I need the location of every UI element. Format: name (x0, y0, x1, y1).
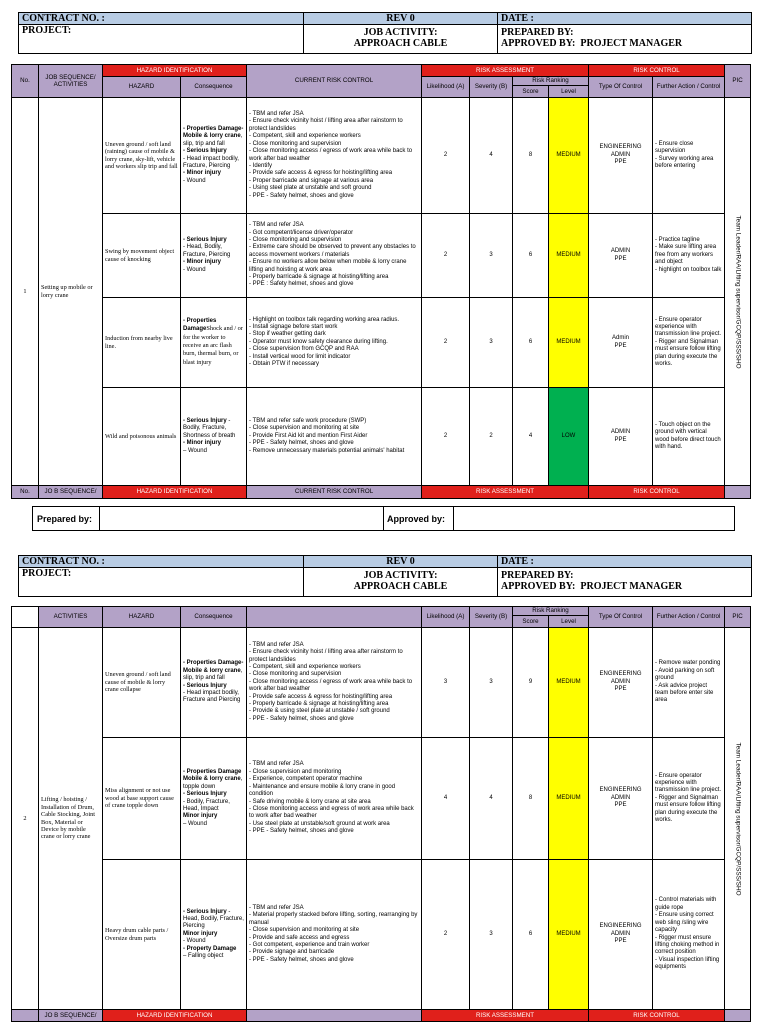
risk-ranking-label: Risk Ranking (513, 77, 588, 86)
type-of-control-cell (589, 738, 653, 860)
consequence-part: - Serious Injury (183, 908, 227, 915)
col-hazard-identification: HAZARD IDENTIFICATION (103, 65, 247, 77)
control-type: PPE (614, 255, 627, 262)
consequence-part: - Serious Injury (183, 148, 227, 155)
date-label: DATE : (498, 13, 752, 25)
control-line: - Safe driving mobile & lorry crane at site area (249, 798, 371, 805)
risk-row (12, 738, 751, 860)
consequence-part: - Serious Injury (183, 417, 227, 424)
consequence-part: - Property Damage (183, 945, 237, 952)
control-line: - Close supervision and monitoring at site (249, 927, 360, 934)
prepared-approved-cell (498, 25, 752, 54)
prepared-approved-cell (498, 568, 752, 597)
control-line: - PPE - Safety helmet, shoes and glove (249, 192, 354, 199)
level-badge: MEDIUM (549, 98, 589, 214)
current-control-cell (247, 860, 422, 1010)
consequence-cell (181, 98, 247, 214)
footer-risk-control: RISK CONTROL (589, 1010, 725, 1022)
type-of-control-cell (589, 860, 653, 1010)
footer-current-risk-control: CURRENT RISK CONTROL (247, 486, 422, 499)
col-control-blank (247, 607, 422, 628)
footer-no-blank (12, 1010, 39, 1022)
type-of-control-cell (589, 628, 653, 738)
control-line: - Experience, competent operator machine (249, 776, 363, 783)
header-table-2 (18, 555, 752, 597)
control-type: ENGINEERING (599, 671, 642, 678)
control-line: - Identify (249, 162, 273, 169)
consequence-cell (181, 738, 247, 860)
further-action-line: - Ensure operator experience with transmission line project. (655, 316, 722, 338)
col-score: Score (513, 86, 549, 97)
level-badge: LOW (549, 388, 589, 486)
consequence-part: – Falling object (183, 953, 224, 960)
activity-cell: Lifting / hoisting / Installation of Drum, Cable Stocking, Joint Box, Material or Device by mobile crane or lorry crane (39, 628, 103, 1010)
control-type: ENGINEERING (599, 923, 642, 930)
col-further-action: Further Action / Control (653, 77, 725, 98)
footer-job: JO B SEQUENCE/ (39, 1010, 103, 1022)
control-line: - Close monitoring access and egress of work area while back to work after bad weather (249, 805, 414, 820)
project-label: PROJECT: (19, 25, 304, 54)
consequence-cell (181, 298, 247, 388)
consequence-cell (181, 860, 247, 1010)
control-line: - Remove unnecessary materials potential animals' habitat (249, 447, 405, 454)
score-cell: 8 (513, 738, 549, 860)
approved-by-label: Approved by: (384, 507, 454, 530)
approved-value: PROJECT MANAGER (580, 581, 683, 592)
further-action-cell (653, 388, 725, 486)
type-of-control-cell (589, 388, 653, 486)
header-table-1 (18, 12, 752, 54)
further-action-line: - Make sure lifting area free from any workers and object (655, 244, 717, 266)
control-line: - Close supervision and monitoring (249, 768, 342, 775)
job-activity-cell (304, 568, 498, 597)
control-line: - TBM and refer JSA (249, 222, 304, 229)
consequence-part: - Properties Damage- Mobile & lorry crane (183, 660, 244, 674)
further-action-cell (653, 860, 725, 1010)
control-line: - TBM and refer JSA (249, 904, 304, 911)
level-badge: MEDIUM (549, 738, 589, 860)
footer-risk-assessment: RISK ASSESSMENT (422, 486, 589, 499)
control-line: - Using steel plate at unstable and soft ground (249, 185, 372, 192)
control-line: - Close supervision and monitoring at site (249, 425, 360, 432)
consequence-cell (181, 628, 247, 738)
consequence-part: – Wound (183, 820, 207, 827)
col-severity: Severity (B) (470, 607, 513, 628)
col-job-sequence: JOB SEQUENCE/ ACTIVITIES (39, 65, 103, 98)
risk-ranking-sub (513, 86, 588, 97)
control-line: - Stop if weather getting dark (249, 331, 326, 338)
severity-cell: 3 (470, 214, 513, 298)
hazard-cell: Uneven ground / soft land (raining) cause of mobile & lorry crane, sky-lift, vehicle and workers slip trip and fall (103, 98, 181, 214)
control-line: - Close monitoring and supervision (249, 236, 342, 243)
footer-pic (725, 486, 751, 499)
job-activity-label: JOB ACTIVITY: (363, 27, 438, 38)
consequence-part: - Head, Bodily, Fracture, Piercing (183, 244, 231, 258)
control-type: ENGINEERING (599, 144, 642, 151)
risk-ranking-sub (513, 616, 588, 627)
consequence-part: - Head impact bodily, Fracture, Piercing (183, 155, 239, 169)
further-action-line: - Practice tagline (655, 236, 700, 243)
col-current-risk-control: CURRENT RISK CONTROL (247, 65, 422, 98)
control-line: - Ensure no workers allow below when mobile & lorry crane lifting and hoisting at work area (249, 259, 407, 273)
risk-row (12, 214, 751, 298)
level-badge: MEDIUM (549, 860, 589, 1010)
further-action-line: - Touch object on the ground with vertical wood before direct touch with hand. (655, 421, 721, 450)
consequence-part: - Serious Injury (183, 236, 227, 243)
hazard-cell: Heavy drum cable parts / Oversize drum parts (103, 860, 181, 1010)
further-action-line: - Ensure close supervision (655, 140, 694, 155)
further-action-cell (653, 298, 725, 388)
score-cell: 6 (513, 860, 549, 1010)
control-type: ADMIN (610, 151, 631, 158)
current-control-cell (247, 388, 422, 486)
contract-label: CONTRACT NO. : (19, 13, 304, 25)
risk-row (12, 298, 751, 388)
further-action-line: - Avoid parking on soft ground (655, 667, 715, 682)
control-type: ADMIN (610, 794, 631, 801)
row-number: 1 (12, 98, 39, 486)
risk-row (12, 388, 751, 486)
control-type: PPE (614, 686, 627, 693)
pic-cell (725, 628, 751, 1010)
further-action-line: - Remove water ponding (655, 660, 721, 667)
control-type: ADMIN (610, 678, 631, 685)
control-line: - Provide and safe access and egress (249, 934, 350, 941)
control-line: - Close monitoring access / egress of work area while back to work after bad weather (249, 148, 413, 162)
consequence-part: – Wound (183, 447, 207, 454)
consequence-part: - Properties Damage- Mobile & lorry crane (183, 125, 244, 140)
col-hazard: HAZARD (103, 607, 181, 628)
pic-text: Team Leader/RAA/Lifting supervisor/GCQP/SSS/SHO (734, 214, 742, 369)
further-action-cell (653, 214, 725, 298)
control-line: - TBM and refer JSA (249, 641, 304, 648)
control-line: - TBM and refer safe work procedure (SWP) (249, 417, 367, 424)
approved-line (501, 581, 748, 592)
col-pic: PIC (725, 607, 751, 628)
type-of-control-cell (589, 214, 653, 298)
activity-cell: Setting up mobile or lorry crane (39, 98, 103, 486)
current-control-cell (247, 214, 422, 298)
likelihood-cell: 2 (422, 214, 470, 298)
further-action-cell (653, 738, 725, 860)
control-line: - Highlight on toolbox talk regarding working area radius. (249, 316, 400, 323)
severity-cell: 4 (470, 738, 513, 860)
col-no-blank (12, 607, 39, 628)
consequence-part: - Wound (183, 266, 206, 273)
control-line: - PPE - Safety helmet, shoes and glove (249, 956, 354, 963)
current-control-cell (247, 98, 422, 214)
footer-pic (725, 1010, 751, 1022)
approved-value: PROJECT MANAGER (580, 38, 683, 49)
col-score: Score (513, 616, 549, 627)
control-line: - Ensure check vicinity hoist / lifting area after rainstorm to protect landslides (249, 649, 403, 663)
consequence-part: - Wound (183, 177, 206, 184)
control-line: - PPE - Safety helmet, shoes and glove (249, 828, 354, 835)
severity-cell: 3 (470, 860, 513, 1010)
col-consequence: Consequence (181, 77, 247, 98)
control-line: - Extreme care should be observed to prevent any obstacles to access movement workers / materials (249, 244, 416, 258)
col-type-of-control: Type Of Control (589, 607, 653, 628)
approved-label: APPROVED BY: (501, 581, 576, 592)
control-line: - Provide safe access & egress for hoisting/lifting area (249, 693, 393, 700)
further-action-line: - Ensure operator experience with transmission line project. (655, 772, 722, 794)
current-control-cell (247, 628, 422, 738)
consequence-part: - Wound (183, 938, 206, 945)
likelihood-cell: 3 (422, 628, 470, 738)
control-line: - Material properly stacked before lifting, sorting, rearranging by manual (249, 912, 418, 926)
job-activity-value: APPROACH CABLE (353, 38, 448, 49)
consequence-part: Minor injury (183, 930, 218, 937)
control-type: Admin (612, 335, 630, 342)
risk-row (12, 860, 751, 1010)
col-severity: Severity (B) (470, 77, 513, 98)
consequence-part: - Properties Damage Mobile & lorry crane (183, 768, 242, 783)
score-cell: 8 (513, 98, 549, 214)
risk-ranking-label: Risk Ranking (513, 607, 588, 616)
prepared-by-label: Prepared by: (33, 507, 100, 530)
consequence-part: - Minor injury (183, 170, 221, 177)
control-line: - Obtain PTW if necessary (249, 361, 320, 368)
risk-table-1 (11, 64, 751, 499)
type-of-control-cell (589, 298, 653, 388)
risk-row (12, 628, 751, 738)
further-action-line: - Rigger must ensure lifting choking method in correct position (655, 934, 720, 956)
control-line: - Properly barricade & signage at hoisting/lifting area (249, 274, 389, 281)
hazard-cell: Wild and poisonous animals (103, 388, 181, 486)
type-of-control-cell (589, 98, 653, 214)
hazard-cell: Induction from nearby live line. (103, 298, 181, 388)
job-activity-label: JOB ACTIVITY: (363, 570, 438, 581)
level-badge: MEDIUM (549, 628, 589, 738)
control-type: PPE (614, 802, 627, 809)
likelihood-cell: 2 (422, 860, 470, 1010)
col-risk-assessment: RISK ASSESSMENT (422, 65, 589, 77)
level-badge: MEDIUM (549, 298, 589, 388)
score-cell: 6 (513, 214, 549, 298)
contract-label: CONTRACT NO. : (19, 556, 304, 568)
col-further-action: Further Action / Control (653, 607, 725, 628)
control-line: - Install signage before start work (249, 323, 338, 330)
control-line: - Got competent, experience and train worker (249, 941, 370, 948)
col-pic: PIC (725, 65, 751, 98)
severity-cell: 4 (470, 98, 513, 214)
row-number: 2 (12, 628, 39, 1010)
col-type-of-control: Type Of Control (589, 77, 653, 98)
consequence-part: , slip, trip and fall (183, 133, 243, 147)
likelihood-cell: 4 (422, 738, 470, 860)
level-badge: MEDIUM (549, 214, 589, 298)
control-line: - PPE - Safety helmet, shoes and glove (249, 440, 354, 447)
hazard-cell: Uneven ground / soft land cause of mobile & lorry crane collapse (103, 628, 181, 738)
risk-row (12, 98, 751, 214)
col-no: No. (12, 65, 39, 98)
footer-hazard-identification: HAZARD IDENTIFICATION (103, 1010, 247, 1022)
approved-label: APPROVED BY: (501, 38, 576, 49)
control-line: - Ensure check vicinity hoist / lifting area after rainstorm to protect landslides (249, 118, 403, 132)
further-action-line: - Rigger and Signalman must ensure follow lifting plan during execute the works. (655, 338, 721, 368)
consequence-part: Shock and / or for the worker to receive an arc flash burn, thermal burn, or blast injury (183, 325, 243, 366)
job-activity-cell (304, 25, 498, 54)
control-line: - Provide safe access & egress for hoisting/lifting area (249, 170, 393, 177)
approved-line (501, 38, 748, 49)
control-line: - Competent, skill and experience workers (249, 133, 361, 140)
control-line: - Close monitoring and supervision (249, 140, 342, 147)
further-action-line: - Control materials with guide rope (655, 897, 717, 911)
control-type: PPE (614, 938, 627, 945)
control-type: ENGINEERING (599, 787, 642, 794)
rev-label: REV 0 (304, 556, 498, 568)
score-cell: 4 (513, 388, 549, 486)
pic-text: Team Leader/RAA/Lifting supervisor/GCQP/SSS/SHO (734, 741, 742, 896)
consequence-part: - Minor injury (183, 259, 221, 266)
control-line: - PPE : Safety helmet, shoes and glove (249, 281, 354, 288)
footer-no: No. (12, 486, 39, 499)
footer-job: JO B SEQUENCE/ (39, 486, 103, 499)
pic-cell (725, 98, 751, 486)
severity-cell: 3 (470, 628, 513, 738)
current-control-cell (247, 298, 422, 388)
hazard-cell: Miss alignment or not use wood at base support cause of crane topple down (103, 738, 181, 860)
control-line: - Install vertical wood for limit indicator (249, 353, 351, 360)
further-action-line: - Ensure using correct web sling /sling wire capacity (655, 912, 714, 934)
consequence-part: - Bodily, Fracture, Shortness of breath (183, 417, 236, 439)
control-type: PPE (614, 342, 627, 349)
col-hazard: HAZARD (103, 77, 181, 98)
footer-risk-assessment: RISK ASSESSMENT (422, 1010, 589, 1022)
likelihood-cell: 2 (422, 98, 470, 214)
col-likelihood: Likelihood (A) (422, 607, 470, 628)
approved-by-field[interactable] (454, 507, 734, 530)
control-line: - Operator must know safety clearance during lifting. (249, 338, 388, 345)
control-line: - Provide signage and barricade (249, 949, 335, 956)
job-activity-value: APPROACH CABLE (353, 581, 448, 592)
control-line: - Use steel plate at unstable/soft ground at work area (249, 820, 390, 827)
consequence-part: - Serious Injury (183, 791, 227, 798)
consequence-part: - Bodily, Fracture, Head, Impact (183, 798, 230, 812)
score-cell: 9 (513, 628, 549, 738)
control-line: - Proper barricade and signage at various area (249, 177, 374, 184)
control-line: - Properly barricade & signage at hoisting/lifting area (249, 701, 389, 708)
control-line: - PPE - Safety helmet, shoes and glove (249, 715, 354, 722)
date-label: DATE : (498, 556, 752, 568)
score-cell: 6 (513, 298, 549, 388)
control-line: - Provide & using steel plate at unstable / soft ground (249, 708, 390, 715)
control-type: PPE (614, 159, 627, 166)
control-line: - Maintenance and ensure mobile & lorry crane in good condition (249, 783, 396, 798)
consequence-cell (181, 214, 247, 298)
consequence-part: - Serious Injury (183, 682, 227, 689)
col-activities: ACTIVITIES (39, 607, 103, 628)
consequence-part: , topple down (183, 776, 243, 790)
consequence-part: - Head impact bodily, Fracture and Piercing (183, 689, 241, 704)
col-risk-ranking (513, 607, 589, 628)
control-line: - Close monitoring and supervision (249, 671, 342, 678)
further-action-line: - Visual inspection lifting equipments (655, 956, 720, 971)
col-level: Level (561, 618, 576, 625)
further-action-line: - Ask advice project team before enter site area (655, 682, 714, 704)
col-risk-ranking (513, 77, 589, 98)
further-action-line: - Survey working area before entering (655, 155, 714, 169)
further-action-cell (653, 98, 725, 214)
col-likelihood: Likelihood (A) (422, 77, 470, 98)
control-line: - TBM and refer JSA (249, 111, 304, 118)
consequence-part: - Properties Damage (183, 317, 217, 333)
consequence-part: Minor injury (183, 813, 218, 820)
col-level: Level (561, 88, 576, 95)
prepared-label: PREPARED BY: (501, 27, 574, 38)
control-type: ADMIN (610, 248, 631, 255)
severity-cell: 2 (470, 388, 513, 486)
severity-cell: 3 (470, 298, 513, 388)
consequence-part: - Head, Bodily, Fracture, Piercing (183, 908, 244, 930)
hazard-cell: Swing by movement object cause of knocking (103, 214, 181, 298)
consequence-cell (181, 388, 247, 486)
control-line: - Close supervision from GCQP and RAA (249, 346, 359, 353)
prepared-by-field[interactable] (100, 507, 384, 530)
control-type: ADMIN (610, 429, 631, 436)
current-control-cell (247, 738, 422, 860)
prepared-approved-bar (32, 506, 735, 531)
control-type: PPE (614, 436, 627, 443)
col-consequence: Consequence (181, 607, 247, 628)
control-line: - TBM and refer JSA (249, 761, 304, 768)
control-line: - Got competent/license driver/operator (249, 229, 354, 236)
further-action-line: - highlight on toolbox talk (655, 266, 722, 273)
consequence-part: , slip, trip and fall (183, 667, 243, 682)
control-line: - Close monitoring access / egress of work area while back to work after bad weather (249, 678, 413, 693)
risk-table-2 (11, 606, 751, 1022)
control-type: ADMIN (610, 930, 631, 937)
prepared-label: PREPARED BY: (501, 570, 574, 581)
footer-current-risk-control (247, 1010, 422, 1022)
further-action-cell (653, 628, 725, 738)
footer-risk-control: RISK CONTROL (589, 486, 725, 499)
control-line: - Provide First Aid kit and mention First Aider (249, 432, 368, 439)
control-line: - Competent, skill and experience workers (249, 663, 361, 670)
likelihood-cell: 2 (422, 298, 470, 388)
likelihood-cell: 2 (422, 388, 470, 486)
rev-label: REV 0 (304, 13, 498, 25)
further-action-line: - Rigger and Signalman must ensure follow lifting plan during execute the works. (655, 794, 721, 824)
project-label: PROJECT: (19, 568, 304, 597)
consequence-part: - Minor injury (183, 440, 221, 447)
footer-hazard-identification: HAZARD IDENTIFICATION (103, 486, 247, 499)
col-risk-control: RISK CONTROL (589, 65, 725, 77)
